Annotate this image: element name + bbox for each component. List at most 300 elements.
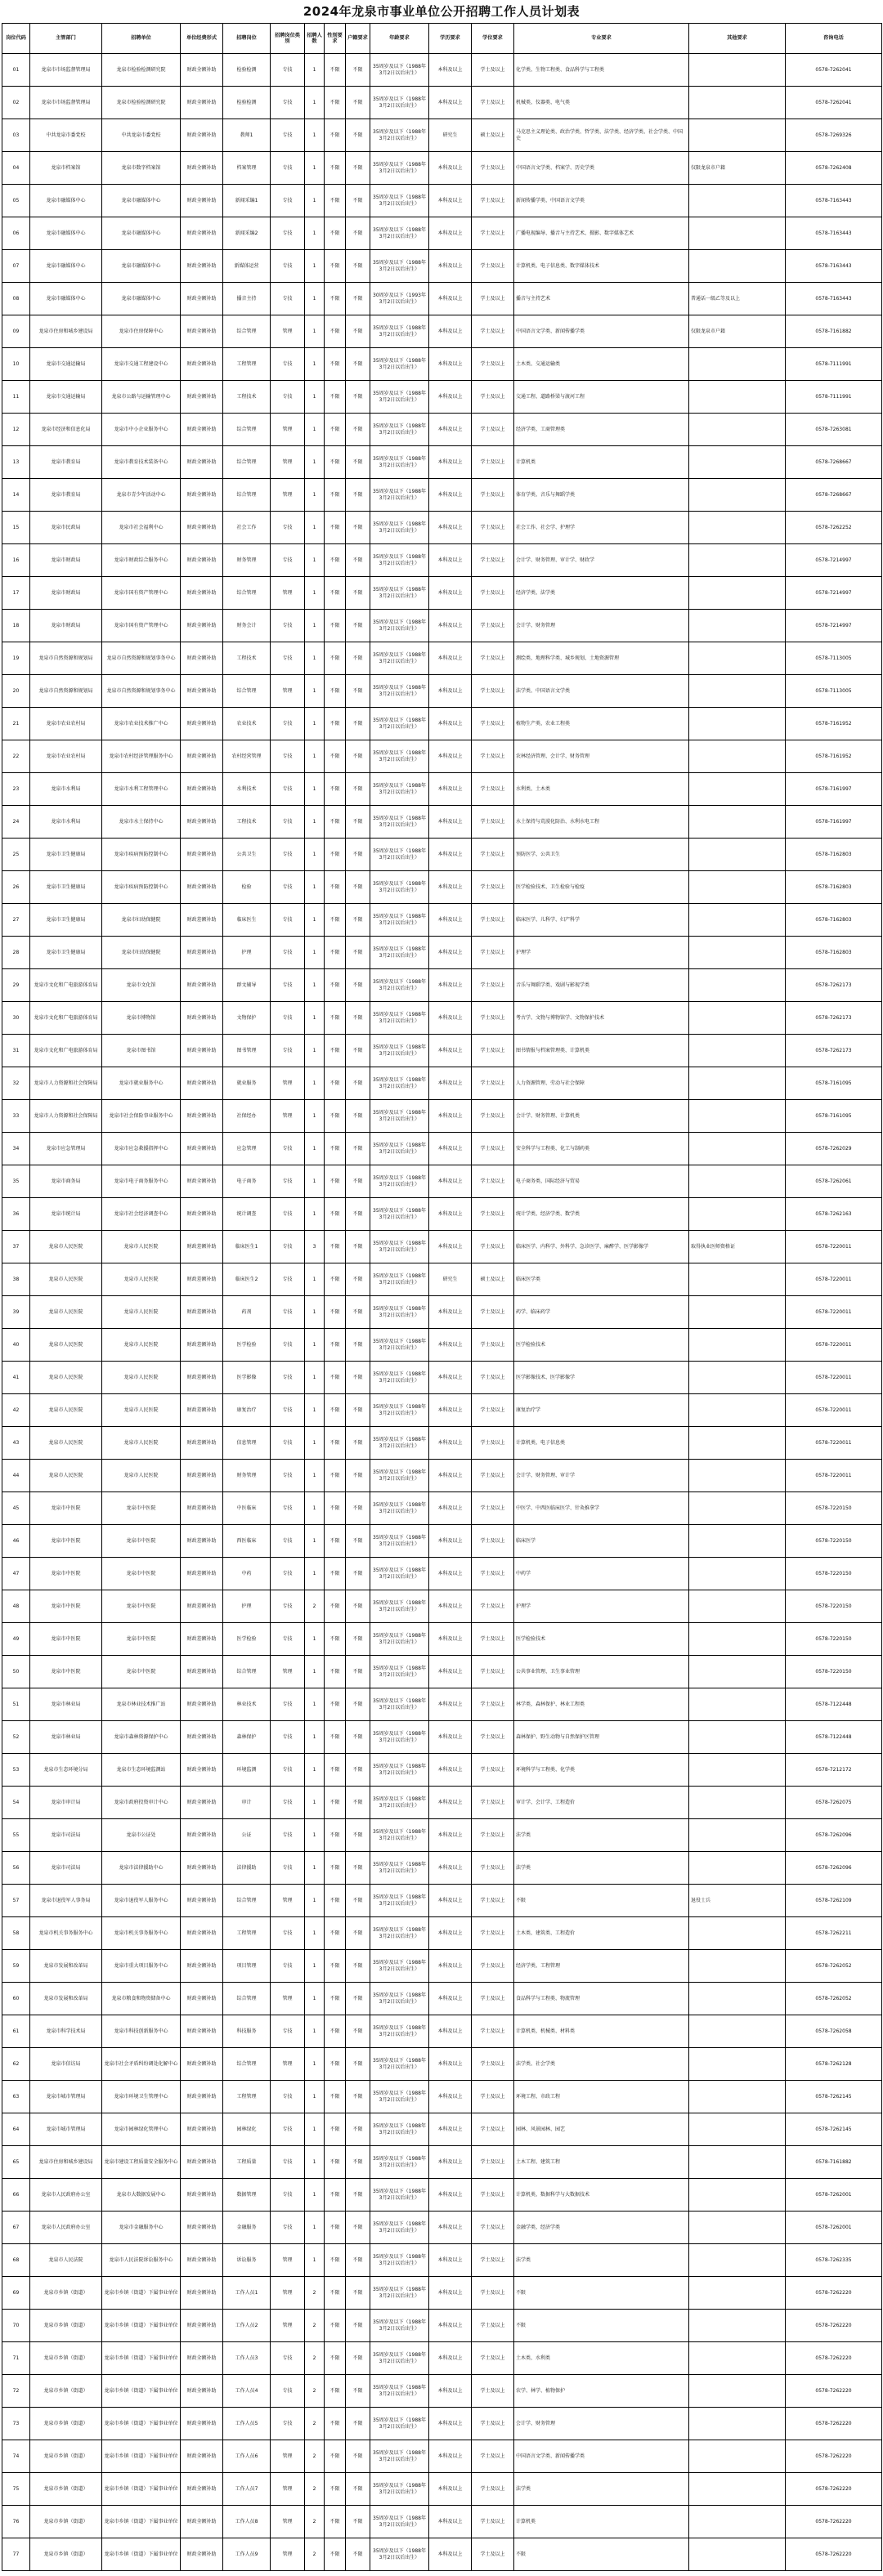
cell-huji: 不限 bbox=[346, 217, 370, 250]
cell-degree: 学士及以上 bbox=[472, 381, 514, 414]
cell-code: 73 bbox=[2, 2408, 30, 2440]
cell-count: 1 bbox=[305, 1329, 325, 1362]
cell-fund: 财政差额补助 bbox=[181, 1362, 223, 1394]
cell-phone: 0578-7111991 bbox=[786, 381, 882, 414]
cell-code: 77 bbox=[2, 2538, 30, 2571]
cell-other bbox=[689, 1067, 786, 1100]
cell-unit: 龙泉市人民医院 bbox=[102, 1329, 181, 1362]
cell-age: 35周岁及以下（1988年3月2日以后出生） bbox=[370, 2538, 429, 2571]
table-row bbox=[2, 217, 882, 250]
cell-sex: 不限 bbox=[325, 1002, 346, 1035]
table-row bbox=[2, 2244, 882, 2277]
cell-other bbox=[689, 2146, 786, 2179]
cell-education: 研究生 bbox=[429, 1263, 472, 1296]
header-count: 招聘人数 bbox=[305, 24, 325, 54]
cell-major: 林学类、森林保护、林业工程类 bbox=[514, 1688, 689, 1721]
cell-age: 35周岁及以下（1988年3月2日以后出生） bbox=[370, 1656, 429, 1688]
header-code: 岗位代码 bbox=[2, 24, 30, 54]
cell-category: 专技 bbox=[271, 839, 305, 871]
cell-count: 1 bbox=[305, 1819, 325, 1852]
table-row bbox=[2, 1133, 882, 1165]
cell-category: 专技 bbox=[271, 740, 305, 773]
cell-degree: 学士及以上 bbox=[472, 544, 514, 577]
cell-major: 环境工程、市政工程 bbox=[514, 2081, 689, 2113]
cell-phone: 0578-7220011 bbox=[786, 1394, 882, 1427]
cell-sex: 不限 bbox=[325, 185, 346, 217]
header-education: 学历要求 bbox=[429, 24, 472, 54]
cell-age: 35周岁及以下（1988年3月2日以后出生） bbox=[370, 1329, 429, 1362]
cell-education: 本科及以上 bbox=[429, 1983, 472, 2015]
table-row bbox=[2, 2310, 882, 2342]
cell-huji: 不限 bbox=[346, 1035, 370, 1067]
cell-phone: 0578-7262096 bbox=[786, 1819, 882, 1852]
cell-phone: 0578-7262220 bbox=[786, 2277, 882, 2310]
cell-age: 35周岁及以下（1988年3月2日以后出生） bbox=[370, 1558, 429, 1590]
cell-education: 本科及以上 bbox=[429, 2375, 472, 2408]
cell-category: 专技 bbox=[271, 2179, 305, 2212]
cell-fund: 财政差额补助 bbox=[181, 1296, 223, 1329]
cell-huji: 不限 bbox=[346, 1754, 370, 1787]
table-row bbox=[2, 1525, 882, 1558]
cell-education: 本科及以上 bbox=[429, 414, 472, 446]
cell-post: 临床医生2 bbox=[223, 1263, 271, 1296]
cell-huji: 不限 bbox=[346, 2212, 370, 2244]
cell-major: 植物生产类、农业工程类 bbox=[514, 708, 689, 740]
table-row bbox=[2, 2277, 882, 2310]
cell-education: 本科及以上 bbox=[429, 1492, 472, 1525]
cell-age: 35周岁及以下（1988年3月2日以后出生） bbox=[370, 1950, 429, 1983]
cell-category: 专技 bbox=[271, 185, 305, 217]
cell-major: 人力资源管理、劳动与社会保障 bbox=[514, 1067, 689, 1100]
cell-post: 森林保护 bbox=[223, 1721, 271, 1754]
cell-sex: 不限 bbox=[325, 512, 346, 544]
cell-other bbox=[689, 1165, 786, 1198]
cell-category: 专技 bbox=[271, 283, 305, 315]
cell-major: 机械类、仪器类、电气类 bbox=[514, 87, 689, 119]
cell-other bbox=[689, 1427, 786, 1460]
cell-major: 法学类 bbox=[514, 2473, 689, 2506]
cell-other bbox=[689, 577, 786, 610]
cell-other bbox=[689, 1721, 786, 1754]
cell-other bbox=[689, 54, 786, 87]
table-row bbox=[2, 1688, 882, 1721]
cell-education: 本科及以上 bbox=[429, 1296, 472, 1329]
cell-sex: 不限 bbox=[325, 414, 346, 446]
cell-sex: 不限 bbox=[325, 283, 346, 315]
cell-dept: 龙泉市中医院 bbox=[30, 1492, 102, 1525]
cell-phone: 0578-7220011 bbox=[786, 1460, 882, 1492]
cell-unit: 龙泉市财政综合服务中心 bbox=[102, 544, 181, 577]
cell-category: 专技 bbox=[271, 1231, 305, 1263]
cell-category: 专技 bbox=[271, 1263, 305, 1296]
cell-category: 管理 bbox=[271, 414, 305, 446]
cell-category: 专技 bbox=[271, 871, 305, 904]
table-row bbox=[2, 446, 882, 479]
cell-age: 35周岁及以下（1988年3月2日以后出生） bbox=[370, 2310, 429, 2342]
cell-other bbox=[689, 1394, 786, 1427]
cell-age: 35周岁及以下（1988年3月2日以后出生） bbox=[370, 54, 429, 87]
cell-dept: 龙泉市乡镇（街道） bbox=[30, 2408, 102, 2440]
cell-other bbox=[689, 2342, 786, 2375]
cell-unit: 龙泉市公路与运输管理中心 bbox=[102, 381, 181, 414]
cell-age: 35周岁及以下（1988年3月2日以后出生） bbox=[370, 348, 429, 381]
cell-age: 35周岁及以下（1988年3月2日以后出生） bbox=[370, 2440, 429, 2473]
cell-code: 28 bbox=[2, 937, 30, 969]
cell-post: 工作人员4 bbox=[223, 2375, 271, 2408]
cell-sex: 不限 bbox=[325, 1100, 346, 1133]
cell-other bbox=[689, 2113, 786, 2146]
cell-education: 本科及以上 bbox=[429, 871, 472, 904]
cell-post: 综合管理 bbox=[223, 1885, 271, 1917]
cell-post: 社会工作 bbox=[223, 512, 271, 544]
cell-age: 35周岁及以下（1988年3月2日以后出生） bbox=[370, 1492, 429, 1525]
cell-degree: 学士及以上 bbox=[472, 283, 514, 315]
cell-huji: 不限 bbox=[346, 2015, 370, 2048]
cell-major: 音乐与舞蹈学类、戏剧与影视学类 bbox=[514, 969, 689, 1002]
cell-count: 2 bbox=[305, 2506, 325, 2538]
cell-huji: 不限 bbox=[346, 969, 370, 1002]
cell-code: 41 bbox=[2, 1362, 30, 1394]
cell-unit: 龙泉市机关事务服务中心 bbox=[102, 1917, 181, 1950]
cell-unit: 龙泉市博物馆 bbox=[102, 1002, 181, 1035]
cell-fund: 财政全额补助 bbox=[181, 119, 223, 152]
table-row bbox=[2, 1590, 882, 1623]
cell-code: 04 bbox=[2, 152, 30, 185]
cell-post: 农村经营管理 bbox=[223, 740, 271, 773]
cell-count: 1 bbox=[305, 1754, 325, 1787]
cell-post: 工作人员5 bbox=[223, 2408, 271, 2440]
cell-post: 新媒体运营 bbox=[223, 250, 271, 283]
cell-sex: 不限 bbox=[325, 315, 346, 348]
cell-education: 本科及以上 bbox=[429, 1002, 472, 1035]
cell-other bbox=[689, 1754, 786, 1787]
cell-count: 2 bbox=[305, 2375, 325, 2408]
cell-age: 35周岁及以下（1988年3月2日以后出生） bbox=[370, 1198, 429, 1231]
cell-other bbox=[689, 839, 786, 871]
cell-sex: 不限 bbox=[325, 1427, 346, 1460]
table-row bbox=[2, 1198, 882, 1231]
cell-category: 专技 bbox=[271, 1198, 305, 1231]
cell-phone: 0578-7262075 bbox=[786, 1787, 882, 1819]
cell-fund: 财政差额补助 bbox=[181, 1590, 223, 1623]
cell-code: 64 bbox=[2, 2113, 30, 2146]
cell-unit: 龙泉市融媒体中心 bbox=[102, 217, 181, 250]
cell-degree: 学士及以上 bbox=[472, 1133, 514, 1165]
cell-sex: 不限 bbox=[325, 2408, 346, 2440]
cell-other bbox=[689, 1623, 786, 1656]
cell-sex: 不限 bbox=[325, 1688, 346, 1721]
cell-phone: 0578-7220011 bbox=[786, 1263, 882, 1296]
cell-huji: 不限 bbox=[346, 2538, 370, 2571]
cell-dept: 中共龙泉市委党校 bbox=[30, 119, 102, 152]
cell-other bbox=[689, 1492, 786, 1525]
cell-other bbox=[689, 1983, 786, 2015]
cell-code: 13 bbox=[2, 446, 30, 479]
cell-post: 应急管理 bbox=[223, 1133, 271, 1165]
cell-age: 35周岁及以下（1988年3月2日以后出生） bbox=[370, 2244, 429, 2277]
cell-unit: 龙泉市建设工程质量安全服务中心 bbox=[102, 2146, 181, 2179]
cell-fund: 财政全额补助 bbox=[181, 1950, 223, 1983]
cell-unit: 龙泉市乡镇（街道）下属事业单位 bbox=[102, 2506, 181, 2538]
cell-dept: 龙泉市人力资源和社会保障局 bbox=[30, 1067, 102, 1100]
cell-phone: 0578-7262220 bbox=[786, 2310, 882, 2342]
cell-category: 管理 bbox=[271, 577, 305, 610]
table-row bbox=[2, 54, 882, 87]
cell-code: 42 bbox=[2, 1394, 30, 1427]
cell-huji: 不限 bbox=[346, 381, 370, 414]
cell-post: 科技服务 bbox=[223, 2015, 271, 2048]
cell-other bbox=[689, 871, 786, 904]
cell-dept: 龙泉市财政局 bbox=[30, 577, 102, 610]
cell-category: 专技 bbox=[271, 642, 305, 675]
cell-fund: 财政全额补助 bbox=[181, 2179, 223, 2212]
cell-education: 本科及以上 bbox=[429, 54, 472, 87]
cell-major: 不限 bbox=[514, 2310, 689, 2342]
cell-post: 工作人员7 bbox=[223, 2473, 271, 2506]
table-row bbox=[2, 1558, 882, 1590]
cell-sex: 不限 bbox=[325, 839, 346, 871]
cell-sex: 不限 bbox=[325, 2113, 346, 2146]
cell-dept: 龙泉市信访局 bbox=[30, 2048, 102, 2081]
cell-phone: 0578-7269326 bbox=[786, 119, 882, 152]
cell-dept: 龙泉市乡镇（街道） bbox=[30, 2342, 102, 2375]
cell-huji: 不限 bbox=[346, 1362, 370, 1394]
cell-code: 54 bbox=[2, 1787, 30, 1819]
cell-code: 03 bbox=[2, 119, 30, 152]
cell-fund: 财政全额补助 bbox=[181, 1721, 223, 1754]
cell-dept: 龙泉市水利局 bbox=[30, 773, 102, 806]
cell-other bbox=[689, 2310, 786, 2342]
cell-age: 35周岁及以下（1988年3月2日以后出生） bbox=[370, 544, 429, 577]
cell-major: 法学类 bbox=[514, 1852, 689, 1885]
cell-dept: 龙泉市人民医院 bbox=[30, 1329, 102, 1362]
cell-dept: 龙泉市人民医院 bbox=[30, 1296, 102, 1329]
cell-fund: 财政全额补助 bbox=[181, 315, 223, 348]
cell-unit: 龙泉市检验检测研究院 bbox=[102, 87, 181, 119]
cell-phone: 0578-7161952 bbox=[786, 740, 882, 773]
cell-code: 75 bbox=[2, 2473, 30, 2506]
cell-other bbox=[689, 250, 786, 283]
cell-count: 1 bbox=[305, 512, 325, 544]
cell-dept: 龙泉市卫生健康局 bbox=[30, 839, 102, 871]
cell-age: 35周岁及以下（1988年3月2日以后出生） bbox=[370, 315, 429, 348]
cell-other bbox=[689, 2179, 786, 2212]
cell-code: 18 bbox=[2, 610, 30, 642]
cell-fund: 财政差额补助 bbox=[181, 1394, 223, 1427]
cell-major: 经济学类、工程管理 bbox=[514, 1950, 689, 1983]
cell-dept: 龙泉市中医院 bbox=[30, 1590, 102, 1623]
cell-code: 34 bbox=[2, 1133, 30, 1165]
cell-age: 35周岁及以下（1988年3月2日以后出生） bbox=[370, 1263, 429, 1296]
cell-post: 项目管理 bbox=[223, 1950, 271, 1983]
header-major: 专业要求 bbox=[514, 24, 689, 54]
cell-fund: 财政差额补助 bbox=[181, 1427, 223, 1460]
cell-degree: 学士及以上 bbox=[472, 2015, 514, 2048]
cell-fund: 财政全额补助 bbox=[181, 675, 223, 708]
cell-count: 1 bbox=[305, 708, 325, 740]
cell-post: 综合管理 bbox=[223, 414, 271, 446]
cell-fund: 财政全额补助 bbox=[181, 283, 223, 315]
cell-fund: 财政全额补助 bbox=[181, 806, 223, 839]
cell-huji: 不限 bbox=[346, 414, 370, 446]
cell-unit: 龙泉市中医院 bbox=[102, 1558, 181, 1590]
cell-major: 临床医学、儿科学、妇产科学 bbox=[514, 904, 689, 937]
cell-dept: 龙泉市统计局 bbox=[30, 1198, 102, 1231]
cell-age: 35周岁及以下（1988年3月2日以后出生） bbox=[370, 839, 429, 871]
cell-dept: 龙泉市乡镇（街道） bbox=[30, 2310, 102, 2342]
cell-age: 35周岁及以下（1988年3月2日以后出生） bbox=[370, 381, 429, 414]
table-row bbox=[2, 2146, 882, 2179]
cell-phone: 0578-7214997 bbox=[786, 577, 882, 610]
cell-phone: 0578-7113005 bbox=[786, 642, 882, 675]
cell-education: 本科及以上 bbox=[429, 1787, 472, 1819]
cell-age: 35周岁及以下（1988年3月2日以后出生） bbox=[370, 185, 429, 217]
cell-count: 1 bbox=[305, 381, 325, 414]
cell-unit: 龙泉市社会经济调查中心 bbox=[102, 1198, 181, 1231]
cell-post: 医学检验 bbox=[223, 1329, 271, 1362]
cell-huji: 不限 bbox=[346, 904, 370, 937]
cell-dept: 龙泉市林业局 bbox=[30, 1721, 102, 1754]
cell-category: 专技 bbox=[271, 1492, 305, 1525]
table-row bbox=[2, 87, 882, 119]
cell-fund: 财政全额补助 bbox=[181, 2310, 223, 2342]
cell-other bbox=[689, 2506, 786, 2538]
cell-sex: 不限 bbox=[325, 1721, 346, 1754]
cell-sex: 不限 bbox=[325, 937, 346, 969]
cell-huji: 不限 bbox=[346, 1852, 370, 1885]
cell-dept: 龙泉市人民政府办公室 bbox=[30, 2179, 102, 2212]
cell-degree: 学士及以上 bbox=[472, 479, 514, 512]
cell-fund: 财政全额补助 bbox=[181, 1198, 223, 1231]
cell-education: 本科及以上 bbox=[429, 1754, 472, 1787]
cell-degree: 学士及以上 bbox=[472, 708, 514, 740]
cell-degree: 学士及以上 bbox=[472, 1950, 514, 1983]
cell-unit: 龙泉市乡镇（街道）下属事业单位 bbox=[102, 2310, 181, 2342]
cell-unit: 龙泉市人民医院 bbox=[102, 1394, 181, 1427]
cell-education: 本科及以上 bbox=[429, 87, 472, 119]
cell-sex: 不限 bbox=[325, 1492, 346, 1525]
cell-huji: 不限 bbox=[346, 1623, 370, 1656]
cell-degree: 学士及以上 bbox=[472, 414, 514, 446]
cell-code: 01 bbox=[2, 54, 30, 87]
cell-unit: 龙泉市自然资源和规划事务中心 bbox=[102, 675, 181, 708]
cell-major: 化学类、生物工程类、食品科学与工程类 bbox=[514, 54, 689, 87]
cell-post: 财务管理 bbox=[223, 544, 271, 577]
cell-huji: 不限 bbox=[346, 708, 370, 740]
cell-post: 播音主持 bbox=[223, 283, 271, 315]
cell-major: 图书情报与档案管理类、计算机类 bbox=[514, 1035, 689, 1067]
cell-code: 46 bbox=[2, 1525, 30, 1558]
cell-huji: 不限 bbox=[346, 1917, 370, 1950]
cell-phone: 0578-7262220 bbox=[786, 2506, 882, 2538]
cell-unit: 龙泉市环境卫生管理中心 bbox=[102, 2081, 181, 2113]
cell-post: 公证 bbox=[223, 1819, 271, 1852]
cell-code: 63 bbox=[2, 2081, 30, 2113]
cell-code: 72 bbox=[2, 2375, 30, 2408]
cell-post: 工程管理 bbox=[223, 1917, 271, 1950]
table-row bbox=[2, 1296, 882, 1329]
cell-other bbox=[689, 2244, 786, 2277]
cell-unit: 龙泉市人民法院诉讼服务中心 bbox=[102, 2244, 181, 2277]
cell-post: 护理 bbox=[223, 937, 271, 969]
cell-fund: 财政差额补助 bbox=[181, 1525, 223, 1558]
cell-phone: 0578-7220011 bbox=[786, 1296, 882, 1329]
cell-education: 本科及以上 bbox=[429, 1688, 472, 1721]
cell-sex: 不限 bbox=[325, 119, 346, 152]
cell-category: 专技 bbox=[271, 1329, 305, 1362]
cell-education: 本科及以上 bbox=[429, 1231, 472, 1263]
table-row bbox=[2, 1394, 882, 1427]
cell-phone: 0578-7262052 bbox=[786, 1983, 882, 2015]
cell-code: 32 bbox=[2, 1067, 30, 1100]
cell-sex: 不限 bbox=[325, 1525, 346, 1558]
cell-code: 14 bbox=[2, 479, 30, 512]
cell-age: 35周岁及以下（1988年3月2日以后出生） bbox=[370, 642, 429, 675]
cell-category: 专技 bbox=[271, 708, 305, 740]
cell-education: 本科及以上 bbox=[429, 675, 472, 708]
cell-code: 40 bbox=[2, 1329, 30, 1362]
cell-education: 本科及以上 bbox=[429, 1885, 472, 1917]
cell-count: 1 bbox=[305, 1133, 325, 1165]
cell-unit: 龙泉市应急救援指挥中心 bbox=[102, 1133, 181, 1165]
cell-huji: 不限 bbox=[346, 610, 370, 642]
table-row bbox=[2, 2048, 882, 2081]
cell-unit: 龙泉市乡镇（街道）下属事业单位 bbox=[102, 2277, 181, 2310]
table-row bbox=[2, 708, 882, 740]
cell-fund: 财政差额补助 bbox=[181, 1558, 223, 1590]
cell-degree: 学士及以上 bbox=[472, 185, 514, 217]
cell-sex: 不限 bbox=[325, 1590, 346, 1623]
cell-fund: 财政全额补助 bbox=[181, 185, 223, 217]
cell-huji: 不限 bbox=[346, 1198, 370, 1231]
cell-phone: 0578-7262001 bbox=[786, 2179, 882, 2212]
cell-post: 中医临床 bbox=[223, 1492, 271, 1525]
cell-fund: 财政全额补助 bbox=[181, 2277, 223, 2310]
cell-education: 本科及以上 bbox=[429, 1525, 472, 1558]
cell-education: 本科及以上 bbox=[429, 2244, 472, 2277]
cell-other bbox=[689, 642, 786, 675]
cell-post: 电子商务 bbox=[223, 1165, 271, 1198]
cell-other bbox=[689, 2081, 786, 2113]
cell-major: 农林经济管理、会计学、财务管理 bbox=[514, 740, 689, 773]
cell-other bbox=[689, 446, 786, 479]
cell-unit: 龙泉市生态环境监测站 bbox=[102, 1754, 181, 1787]
table-header-row bbox=[2, 24, 882, 54]
header-sex: 性别要求 bbox=[325, 24, 346, 54]
cell-code: 66 bbox=[2, 2179, 30, 2212]
cell-education: 本科及以上 bbox=[429, 1035, 472, 1067]
cell-education: 本科及以上 bbox=[429, 839, 472, 871]
cell-degree: 学士及以上 bbox=[472, 1852, 514, 1885]
cell-code: 10 bbox=[2, 348, 30, 381]
cell-count: 1 bbox=[305, 1035, 325, 1067]
cell-major: 药学、临床药学 bbox=[514, 1296, 689, 1329]
cell-phone: 0578-7262052 bbox=[786, 1950, 882, 1983]
cell-fund: 财政全额补助 bbox=[181, 2473, 223, 2506]
cell-category: 专技 bbox=[271, 1787, 305, 1819]
cell-unit: 龙泉市教育技术装备中心 bbox=[102, 446, 181, 479]
cell-fund: 财政全额补助 bbox=[181, 2506, 223, 2538]
cell-huji: 不限 bbox=[346, 1002, 370, 1035]
cell-sex: 不限 bbox=[325, 1819, 346, 1852]
cell-education: 本科及以上 bbox=[429, 937, 472, 969]
table-row bbox=[2, 839, 882, 871]
cell-phone: 0578-7262061 bbox=[786, 1165, 882, 1198]
cell-unit: 龙泉市国有资产管理中心 bbox=[102, 610, 181, 642]
cell-age: 35周岁及以下（1988年3月2日以后出生） bbox=[370, 1035, 429, 1067]
table-row bbox=[2, 1460, 882, 1492]
cell-count: 1 bbox=[305, 1492, 325, 1525]
